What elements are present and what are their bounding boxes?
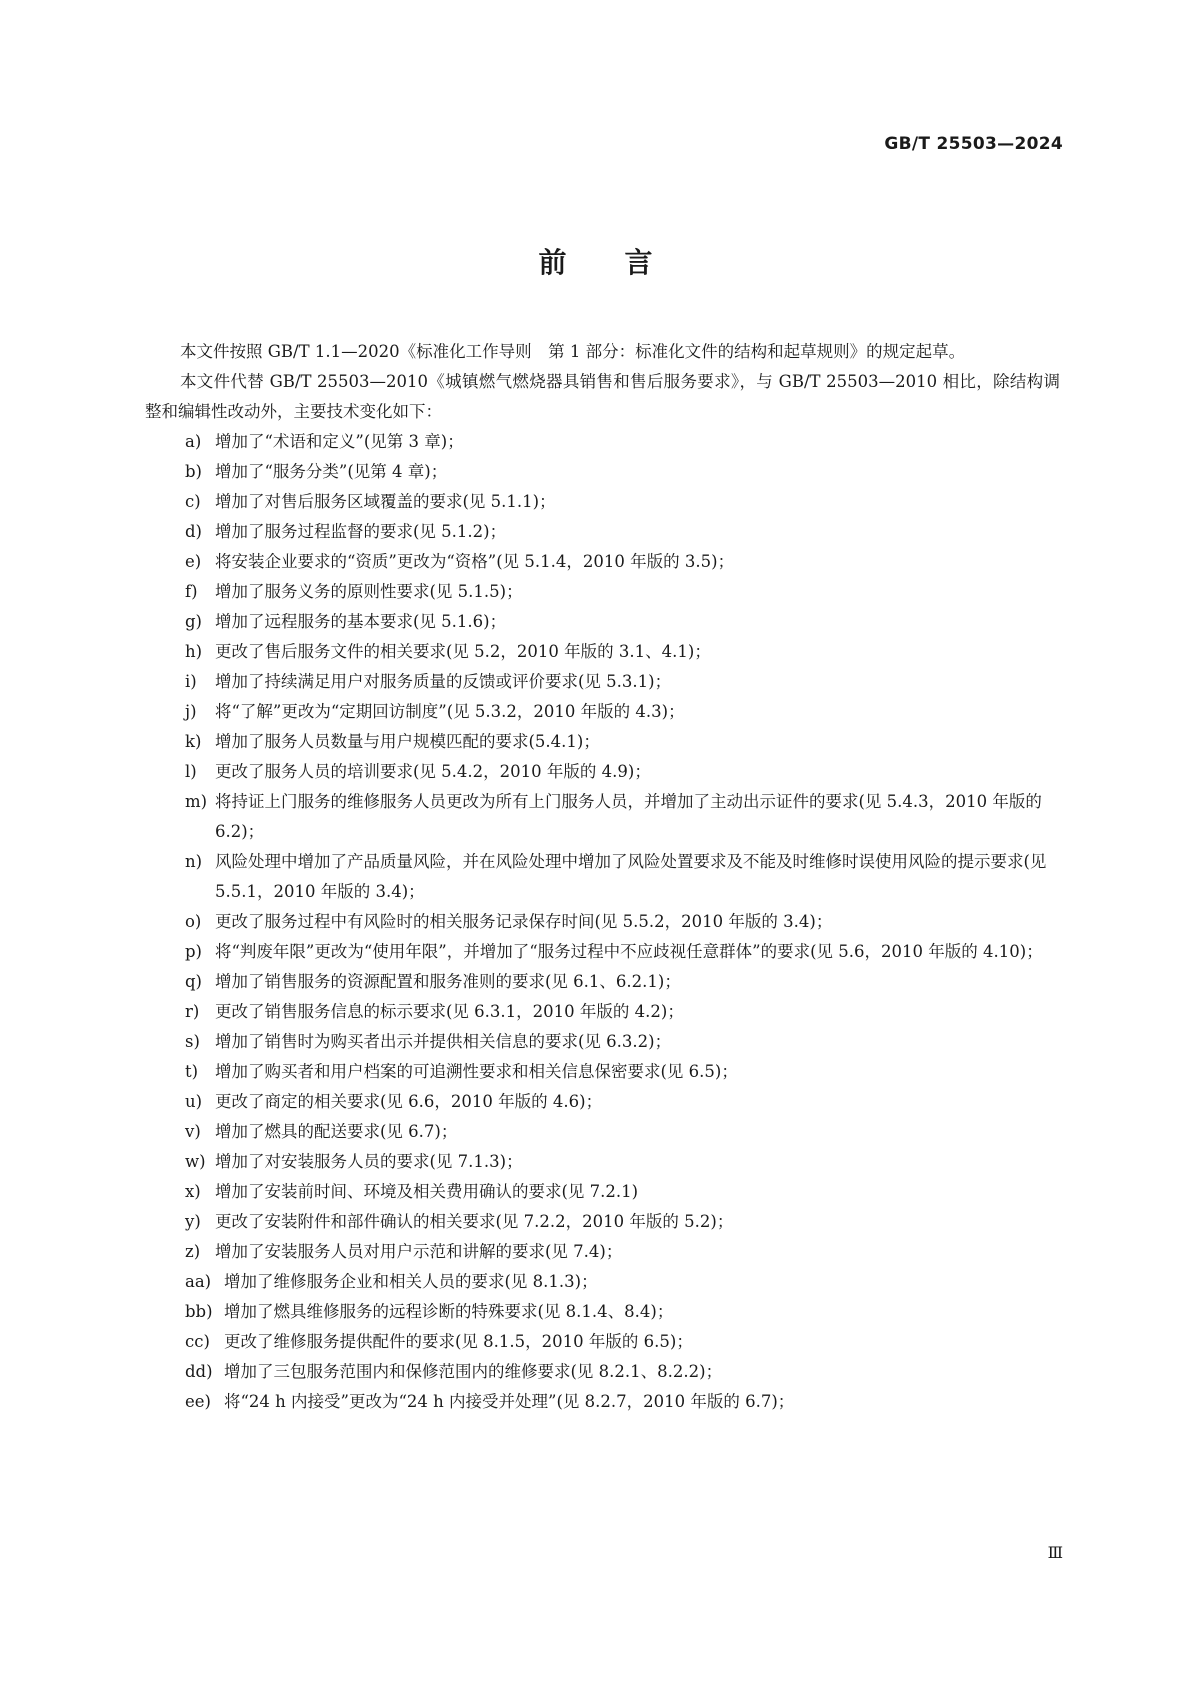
paragraph-replacement-statement: 本文件代替 GB/T 25503—2010《城镇燃气燃烧器具销售和售后服务要求》，与 GB/T 25503—2010 相比，除结构调整和编辑性改动外，主要技术变化如下： — [145, 372, 1060, 421]
list-item-label: w) — [185, 1152, 206, 1171]
list-item — [145, 637, 1060, 667]
list-item-text: 更改了商定的相关要求(见 6.6，2010 年版的 4.6)； — [215, 1092, 603, 1111]
document-code: GB/T 25503—2024 — [884, 134, 1063, 154]
list-item — [145, 757, 1060, 787]
list-item-text: 将“了解”更改为“定期回访制度”(见 5.3.2，2010 年版的 4.3)； — [215, 702, 685, 721]
list-item — [145, 1057, 1060, 1087]
list-item-text: 增加了服务过程监督的要求(见 5.1.2)； — [215, 522, 507, 541]
list-item-text: 增加了购买者和用户档案的可追溯性要求和相关信息保密要求(见 6.5)； — [215, 1062, 738, 1081]
list-item — [145, 1297, 1060, 1327]
list-item-label: u) — [185, 1092, 203, 1111]
list-item — [145, 1207, 1060, 1237]
list-item-label: m) — [185, 792, 208, 811]
list-item-label: v) — [185, 1122, 201, 1141]
list-item-label: t) — [185, 1062, 199, 1081]
list-item — [145, 847, 1060, 907]
list-item-text: 增加了燃具的配送要求(见 6.7)； — [215, 1122, 458, 1141]
list-item-label: a) — [185, 432, 202, 451]
paragraph-drafting-basis: 本文件按照 GB/T 1.1—2020《标准化工作导则 第 1 部分：标准化文件的结构和起草规则》的规定起草。 — [180, 342, 966, 361]
list-item-text: 更改了销售服务信息的标示要求(见 6.3.1，2010 年版的 4.2)； — [215, 1002, 684, 1021]
list-item-text: 风险处理中增加了产品质量风险，并在风险处理中增加了风险处置要求及不能及时维修时误使用风险的提示要求(见 5.5.1，2010 年版的 3.4)； — [215, 852, 1047, 901]
list-item — [145, 457, 1060, 487]
list-item-text: 增加了对售后服务区域覆盖的要求(见 5.1.1)； — [215, 492, 556, 511]
list-item — [145, 997, 1060, 1027]
list-item — [145, 427, 1060, 457]
page-title: 前言 — [538, 246, 711, 279]
list-item-label: aa) — [185, 1272, 212, 1291]
list-item — [145, 517, 1060, 547]
list-item — [145, 1177, 1060, 1207]
change-list — [145, 427, 1060, 1417]
list-item-label: d) — [185, 522, 202, 541]
list-item-label: c) — [185, 492, 201, 511]
list-item-label: x) — [185, 1182, 201, 1201]
list-item-text: 将持证上门服务的维修服务人员更改为所有上门服务人员，并增加了主动出示证件的要求(见 5.4.3，2010 年版的 6.2)； — [215, 792, 1042, 841]
list-item-label: h) — [185, 642, 203, 661]
list-item-label: q) — [185, 972, 202, 991]
list-item-label: g) — [185, 612, 202, 631]
list-item — [145, 937, 1060, 967]
list-item-label: f) — [185, 582, 198, 601]
list-item-text: 增加了“服务分类”(见第 4 章)； — [215, 462, 448, 481]
list-item — [145, 727, 1060, 757]
list-item-text: 增加了维修服务企业和相关人员的要求(见 8.1.3)； — [224, 1272, 598, 1291]
list-item — [145, 967, 1060, 997]
list-item — [145, 907, 1060, 937]
page-number: Ⅲ — [1047, 1543, 1063, 1562]
list-item — [145, 1387, 1060, 1417]
list-item-label: k) — [185, 732, 202, 751]
list-item-label: y) — [185, 1212, 201, 1231]
list-item — [145, 667, 1060, 697]
list-item-text: 更改了服务过程中有风险时的相关服务记录保存时间(见 5.5.2，2010 年版的 3.4)； — [215, 912, 833, 931]
list-item-text: 增加了对安装服务人员的要求(见 7.1.3)； — [215, 1152, 523, 1171]
list-item-label: j) — [185, 702, 197, 721]
list-item-label: z) — [185, 1242, 201, 1261]
list-item-text: 增加了服务义务的原则性要求(见 5.1.5)； — [215, 582, 523, 601]
list-item — [145, 1267, 1060, 1297]
list-item-text: 增加了安装前时间、环境及相关费用确认的要求(见 7.2.1) — [215, 1182, 639, 1201]
list-item — [145, 1237, 1060, 1267]
list-item-label: cc) — [185, 1332, 210, 1351]
document-body — [145, 337, 1060, 1417]
list-item-text: 更改了售后服务文件的相关要求(见 5.2，2010 年版的 3.1、4.1)； — [215, 642, 711, 661]
list-item — [145, 1147, 1060, 1177]
list-item — [145, 1027, 1060, 1057]
list-item-text: 更改了服务人员的培训要求(见 5.4.2，2010 年版的 4.9)； — [215, 762, 651, 781]
list-item-label: r) — [185, 1002, 200, 1021]
list-item-text: 增加了“术语和定义”(见第 3 章)； — [215, 432, 464, 451]
list-item-label: bb) — [185, 1302, 213, 1321]
list-item — [145, 487, 1060, 517]
list-item — [145, 577, 1060, 607]
list-item-label: o) — [185, 912, 202, 931]
list-item-text: 增加了销售时为购买者出示并提供相关信息的要求(见 6.3.2)； — [215, 1032, 672, 1051]
list-item — [145, 1087, 1060, 1117]
list-item-label: l) — [185, 762, 197, 781]
list-item-text: 增加了远程服务的基本要求(见 5.1.6)； — [215, 612, 507, 631]
list-item-text: 增加了安装服务人员对用户示范和讲解的要求(见 7.4)； — [215, 1242, 623, 1261]
list-item-text: 增加了销售服务的资源配置和服务准则的要求(见 6.1、6.2.1)； — [215, 972, 681, 991]
list-item — [145, 1357, 1060, 1387]
list-item-label: e) — [185, 552, 202, 571]
list-item — [145, 1117, 1060, 1147]
list-item — [145, 697, 1060, 727]
list-item-label: s) — [185, 1032, 200, 1051]
list-item-text: 将“24 h 内接受”更改为“24 h 内接受并处理”(见 8.2.7，2010 年版的 6.7)； — [224, 1392, 795, 1411]
list-item — [145, 1327, 1060, 1357]
list-item-label: i) — [185, 672, 197, 691]
list-item-text: 将“判废年限”更改为“使用年限”，并增加了“服务过程中不应歧视任意群体”的要求(见 5.6，2010 年版的 4.10)； — [215, 942, 1043, 961]
list-item-text: 增加了持续满足用户对服务质量的反馈或评价要求(见 5.3.1)； — [215, 672, 672, 691]
list-item-label: b) — [185, 462, 202, 481]
list-item — [145, 607, 1060, 637]
list-item — [145, 547, 1060, 577]
list-item-label: dd) — [185, 1362, 213, 1381]
list-item-text: 增加了燃具维修服务的远程诊断的特殊要求(见 8.1.4、8.4)； — [224, 1302, 674, 1321]
list-item — [145, 787, 1060, 847]
list-item-text: 增加了服务人员数量与用户规模匹配的要求(5.4.1)； — [215, 732, 600, 751]
list-item-text: 更改了安装附件和部件确认的相关要求(见 7.2.2，2010 年版的 5.2)； — [215, 1212, 734, 1231]
list-item-label: p) — [185, 942, 202, 961]
list-item-label: ee) — [185, 1392, 211, 1411]
list-item-text: 将安装企业要求的“资质”更改为“资格”(见 5.1.4，2010 年版的 3.5)； — [215, 552, 735, 571]
list-item-text: 更改了维修服务提供配件的要求(见 8.1.5，2010 年版的 6.5)； — [224, 1332, 693, 1351]
list-item-text: 增加了三包服务范围内和保修范围内的维修要求(见 8.2.1、8.2.2)； — [224, 1362, 723, 1381]
list-item-label: n) — [185, 852, 203, 871]
